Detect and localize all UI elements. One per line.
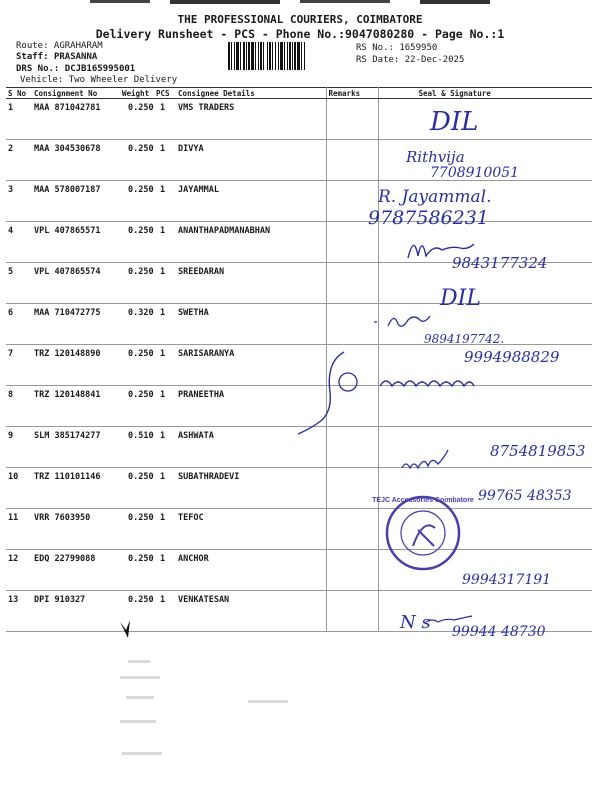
row-consignee: DIVYA xyxy=(176,140,326,181)
drs-row xyxy=(16,64,135,74)
col-consignment: Consignment No xyxy=(32,88,120,99)
row-consignment: MAA 578007187 xyxy=(32,181,120,222)
row-signature xyxy=(378,591,592,632)
drs-value: DCJB165995001 xyxy=(64,64,136,74)
row-consignment: VPL 407865574 xyxy=(32,263,120,304)
row-weight: 0.250 xyxy=(120,263,154,304)
row-remarks xyxy=(326,263,378,304)
vehicle-label: Vehicle: Two Wheeler Delivery xyxy=(20,75,178,85)
row-consignment: EDQ 22799088 xyxy=(32,550,120,591)
row-weight: 0.320 xyxy=(120,304,154,345)
table-row xyxy=(6,222,592,263)
col-pcs: PCS xyxy=(154,88,176,99)
table-row xyxy=(6,263,592,304)
row-sno: 8 xyxy=(6,386,32,427)
row-consignee: VENKATESAN xyxy=(176,591,326,632)
handwritten-note: DIL xyxy=(430,107,479,137)
row-consignee: SUBATHRADEVI xyxy=(176,468,326,509)
row-weight: 0.250 xyxy=(120,509,154,550)
row-consignee: ANCHOR xyxy=(176,550,326,591)
row-pcs: 1 xyxy=(154,140,176,181)
row-sno: 1 xyxy=(6,99,32,140)
row-consignment: VPL 407865571 xyxy=(32,222,120,263)
row-weight: 0.250 xyxy=(120,591,154,632)
row-sno: 10 xyxy=(6,468,32,509)
table-header xyxy=(6,88,592,99)
row-sno: 3 xyxy=(6,181,32,222)
stamp-text: TEJC Accessories Coimbatore xyxy=(372,497,474,504)
row-signature xyxy=(378,427,592,468)
runsheet-table xyxy=(6,87,592,632)
row-consignment: TRZ 110101146 xyxy=(32,468,120,509)
row-weight: 0.250 xyxy=(120,222,154,263)
row-sno: 11 xyxy=(6,509,32,550)
row-sno: 5 xyxy=(6,263,32,304)
row-weight: 0.510 xyxy=(120,427,154,468)
row-weight: 0.250 xyxy=(120,550,154,591)
row-consignee: SREEDARAN xyxy=(176,263,326,304)
row-sno: 4 xyxy=(6,222,32,263)
scan-edge-noise xyxy=(0,0,600,6)
row-signature xyxy=(378,304,592,345)
rs-number: RS No.: 1659950 xyxy=(356,43,438,53)
col-consignee: Consignee Details xyxy=(176,88,326,99)
row-remarks xyxy=(326,345,378,386)
row-remarks xyxy=(326,99,378,140)
handwritten-note: N s xyxy=(400,612,431,633)
handwritten-note: Rithvija xyxy=(406,148,465,166)
row-remarks xyxy=(326,386,378,427)
row-signature xyxy=(378,550,592,591)
row-signature xyxy=(378,140,592,181)
row-pcs: 1 xyxy=(154,304,176,345)
row-signature xyxy=(378,345,592,386)
row-sno: 6 xyxy=(6,304,32,345)
row-pcs: 1 xyxy=(154,222,176,263)
row-signature xyxy=(378,509,592,550)
table-row xyxy=(6,550,592,591)
row-sno: 12 xyxy=(6,550,32,591)
table-row xyxy=(6,427,592,468)
rs-date: RS Date: 22-Dec-2025 xyxy=(356,55,465,65)
row-remarks xyxy=(326,140,378,181)
row-pcs: 1 xyxy=(154,427,176,468)
row-consignment: MAA 871042781 xyxy=(32,99,120,140)
row-consignee: SWETHA xyxy=(176,304,326,345)
row-signature xyxy=(378,222,592,263)
row-weight: 0.250 xyxy=(120,345,154,386)
table-row xyxy=(6,468,592,509)
row-pcs: 1 xyxy=(154,468,176,509)
handwritten-note: 9894197742. xyxy=(424,332,505,346)
handwritten-note: 99765 48353 xyxy=(478,488,572,504)
row-consignment: DPI 910327 xyxy=(32,591,120,632)
row-weight: 0.250 xyxy=(120,468,154,509)
route-label: Route: AGRAHARAM xyxy=(16,41,103,51)
table-row xyxy=(6,509,592,550)
row-consignee: VMS TRADERS xyxy=(176,99,326,140)
scan-artifacts xyxy=(120,660,288,755)
row-consignment: VRR 7603950 xyxy=(32,509,120,550)
row-signature xyxy=(378,181,592,222)
row-sno: 2 xyxy=(6,140,32,181)
col-sno: S No xyxy=(6,88,32,99)
staff-row xyxy=(16,52,97,62)
table-row xyxy=(6,591,592,632)
col-remarks: Remarks xyxy=(326,88,378,99)
row-remarks xyxy=(326,591,378,632)
row-weight: 0.250 xyxy=(120,140,154,181)
row-signature xyxy=(378,386,592,427)
handwritten-note: DIL xyxy=(440,286,481,311)
col-weight: Weight xyxy=(120,88,154,99)
row-pcs: 1 xyxy=(154,386,176,427)
handwritten-note: R. Jayammal. xyxy=(378,187,492,207)
row-weight: 0.250 xyxy=(120,386,154,427)
row-consignee: TEFOC xyxy=(176,509,326,550)
row-pcs: 1 xyxy=(154,99,176,140)
handwritten-note: 9994317191 xyxy=(462,572,552,588)
handwritten-note: 9843177324 xyxy=(452,254,548,272)
staff-value: PRASANNA xyxy=(53,52,98,62)
table-row xyxy=(6,140,592,181)
drs-label: DRS No.: xyxy=(16,64,60,74)
runsheet-title: Delivery Runsheet - PCS - Phone No.:9047080280 - Page No.:1 xyxy=(95,27,505,41)
table-row xyxy=(6,304,592,345)
row-consignee: SARISARANYA xyxy=(176,345,326,386)
table-row xyxy=(6,345,592,386)
row-sno: 7 xyxy=(6,345,32,386)
row-pcs: 1 xyxy=(154,345,176,386)
handwritten-note: 8754819853 xyxy=(490,442,586,460)
row-remarks xyxy=(326,181,378,222)
row-remarks xyxy=(326,222,378,263)
row-consignee: JAYAMMAL xyxy=(176,181,326,222)
row-weight: 0.250 xyxy=(120,99,154,140)
row-consignee: ANANTHAPADMANABHAN xyxy=(176,222,326,263)
row-remarks xyxy=(326,304,378,345)
row-consignee: PRANEETHA xyxy=(176,386,326,427)
row-pcs: 1 xyxy=(154,550,176,591)
row-pcs: 1 xyxy=(154,263,176,304)
row-signature xyxy=(378,468,592,509)
handwritten-note: 9994988829 xyxy=(464,348,560,366)
handwritten-note: 9787586231 xyxy=(368,207,489,229)
row-consignment: TRZ 120148841 xyxy=(32,386,120,427)
row-consignment: TRZ 120148890 xyxy=(32,345,120,386)
barcode xyxy=(228,42,352,70)
row-signature xyxy=(378,99,592,140)
row-pcs: 1 xyxy=(154,591,176,632)
row-remarks xyxy=(326,427,378,468)
handwritten-note: 7708910051 xyxy=(430,165,520,181)
company-title: THE PROFESSIONAL COURIERS, COIMBATORE xyxy=(177,13,423,26)
table-row xyxy=(6,386,592,427)
row-consignment: SLM 385174277 xyxy=(32,427,120,468)
row-pcs: 1 xyxy=(154,509,176,550)
row-sno: 13 xyxy=(6,591,32,632)
row-remarks xyxy=(326,509,378,550)
row-weight: 0.250 xyxy=(120,181,154,222)
row-consignment: MAA 710472775 xyxy=(32,304,120,345)
row-pcs: 1 xyxy=(154,181,176,222)
col-seal: Seal & Signature xyxy=(378,88,592,99)
row-consignee: ASHWATA xyxy=(176,427,326,468)
staff-label: Staff: xyxy=(16,52,49,62)
row-remarks xyxy=(326,468,378,509)
handwritten-note: 99944 48730 xyxy=(452,624,546,640)
table-row xyxy=(6,181,592,222)
table-row xyxy=(6,99,592,140)
row-remarks xyxy=(326,550,378,591)
row-signature xyxy=(378,263,592,304)
row-consignment: MAA 304530678 xyxy=(32,140,120,181)
row-sno: 9 xyxy=(6,427,32,468)
